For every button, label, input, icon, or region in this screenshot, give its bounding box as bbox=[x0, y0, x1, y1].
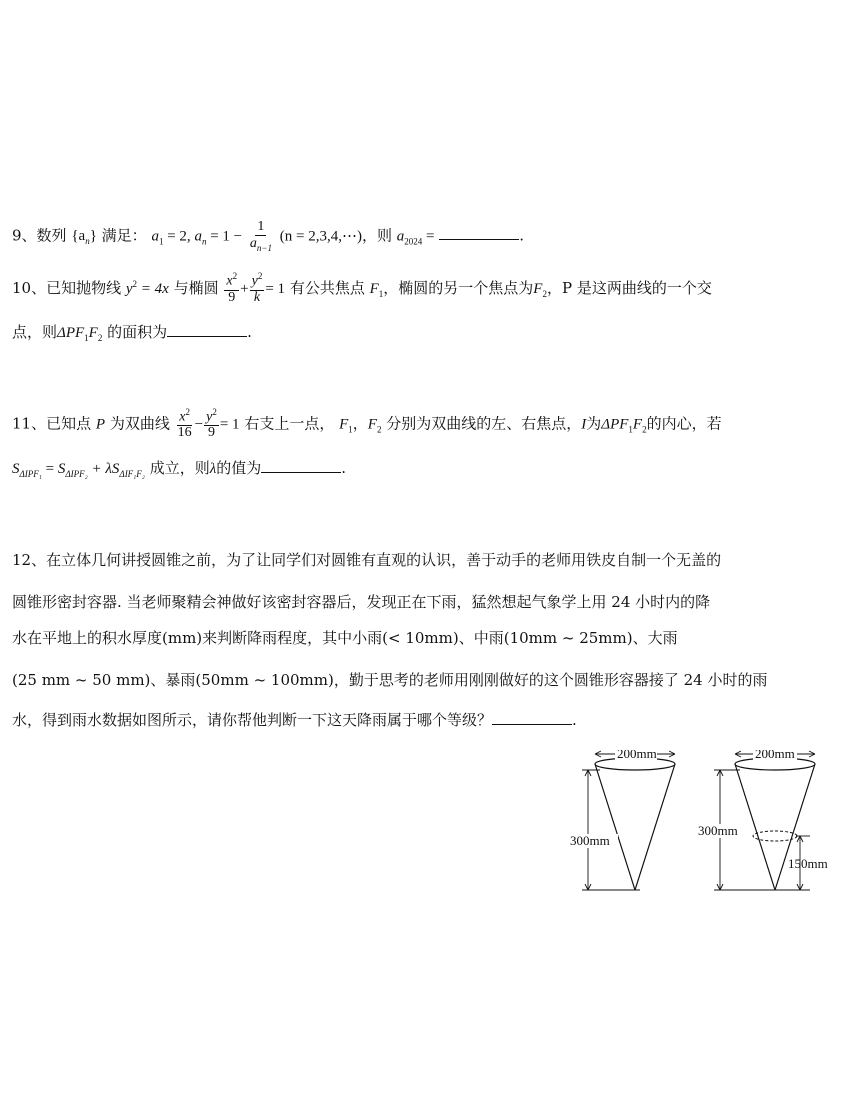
q10-line2-a: 点，则 bbox=[12, 323, 58, 341]
q9-seq-sub: n bbox=[85, 236, 90, 247]
q10-F1-sub: 1 bbox=[378, 289, 384, 299]
q10-plus: + bbox=[240, 281, 249, 297]
q10-area-text: 的面积为 bbox=[107, 323, 168, 341]
q9-end: . bbox=[519, 226, 525, 245]
question-12-line1: 12、在立体几何讲授圆锥之前，为了让同学们对圆锥有直观的认识，善于动手的老师用铁皮自制一个无盖的 bbox=[12, 551, 722, 569]
q10-parabola-rhs: = 4x bbox=[137, 281, 169, 297]
q10-F1: F bbox=[369, 281, 379, 297]
q11-hold: 成立，则 bbox=[149, 459, 210, 477]
q10-tri-sub1: 1 bbox=[84, 333, 89, 343]
q9-seq: {a bbox=[71, 228, 86, 245]
q10-p-text: ，P 是这两曲线的一个交 bbox=[546, 279, 712, 297]
q11-comma: ， bbox=[352, 414, 368, 433]
q11-eq: = bbox=[41, 461, 58, 477]
question-11 bbox=[12, 408, 846, 442]
q11-P: P bbox=[95, 416, 106, 433]
q11-F1-sub: 1 bbox=[348, 424, 353, 435]
cone2-water-label: 150mm bbox=[788, 856, 828, 871]
q9-answer-blank[interactable] bbox=[439, 225, 519, 240]
q11-lambda: λ bbox=[209, 461, 217, 477]
q9-target-eq: = bbox=[422, 228, 435, 245]
question-12-line5 bbox=[12, 708, 846, 732]
q10-label: 10、已知抛物线 bbox=[12, 279, 122, 297]
q10-answer-blank[interactable] bbox=[167, 322, 247, 337]
question-10-line2 bbox=[12, 320, 846, 350]
q11-F2: F bbox=[367, 416, 377, 433]
q11-triangle: ΔPF bbox=[601, 416, 629, 433]
q10-fx-den: 9 bbox=[228, 289, 236, 305]
q10-fy-num: y bbox=[251, 274, 258, 290]
q12-end: . bbox=[572, 711, 577, 729]
cone2-water-surface bbox=[753, 831, 797, 841]
q11-fy-den: 9 bbox=[207, 425, 215, 441]
q9-frac-den: a bbox=[249, 235, 257, 251]
q11-foci-text: 分别为双曲线的左、右焦点， bbox=[386, 414, 582, 433]
question-12-line2: 圆锥形密封容器. 当老师聚精会神做好该密封容器后，发现正在下雨，猛然想起气象学上用 24 小时内的降 bbox=[12, 593, 711, 611]
q10-tri-sub2: 2 bbox=[97, 333, 103, 343]
q11-value-text: 的值为 bbox=[216, 459, 262, 477]
q11-label: 11、已知点 bbox=[12, 414, 92, 433]
q10-common-focus: 有公共焦点 bbox=[289, 279, 365, 297]
q9-satisfy: 满足： bbox=[101, 226, 147, 245]
q10-eq1: = 1 bbox=[265, 281, 286, 297]
q11-S2-sub: ΔIPF₂ bbox=[65, 469, 88, 479]
q9-frac-num: 1 bbox=[257, 219, 265, 234]
question-11-line2 bbox=[12, 456, 846, 486]
q9-target: a bbox=[396, 228, 405, 245]
q9-target-sub: 2024 bbox=[404, 236, 423, 247]
cone1-top-label: 200mm bbox=[617, 750, 657, 761]
q10-other-focus: ，椭圆的另一个焦点为 bbox=[383, 279, 534, 297]
q10-y: y bbox=[125, 281, 133, 297]
q9-fraction bbox=[248, 220, 274, 253]
q10-tri-F: F bbox=[88, 325, 98, 341]
q11-plus-lambda: + λS bbox=[87, 461, 120, 477]
q9-a1: a bbox=[151, 228, 159, 245]
question-12-line4: (25 mm ~ 50 mm)、暴雨(50mm ~ 100mm)，勤于思考的老师用刚刚做好的这个圆锥形容器接了 24 小时的雨 bbox=[12, 671, 768, 689]
question-12-line3: 水在平地上的积水厚度(mm)来判断降雨程度，其中小雨(< 10mm)、中雨(10mm ~ 25mm)、大雨 bbox=[12, 629, 678, 647]
q9-a1-val: = 2, bbox=[163, 228, 191, 245]
q11-end: . bbox=[341, 459, 347, 477]
q9-eq1: = 1 − bbox=[206, 228, 243, 245]
q11-right-branch: 右支上一点， bbox=[244, 414, 335, 433]
cone1-right-edge bbox=[635, 764, 675, 890]
q10-end: . bbox=[247, 323, 252, 341]
q11-answer-blank[interactable] bbox=[261, 458, 341, 473]
q9-an-sub: n bbox=[201, 236, 207, 247]
q12-line5-text: 水，得到雨水数据如图所示，请你帮他判断一下这天降雨属于哪个等级？ bbox=[12, 711, 493, 729]
q11-tri-F: F bbox=[632, 416, 643, 433]
q9-seq-close: } bbox=[89, 228, 97, 245]
q11-fy-num: y bbox=[206, 409, 213, 425]
q11-frac-y: $\frac{y^2}{9}$ bbox=[206, 407, 217, 441]
q11-F1: F bbox=[339, 416, 349, 433]
q10-fx-num: x bbox=[226, 274, 233, 290]
cone1-height-label: 300mm bbox=[570, 833, 610, 848]
q9-condition: (n = 2,3,4,⋯)，则 bbox=[279, 228, 392, 245]
q11-is: 为 bbox=[586, 414, 602, 433]
cones-figure bbox=[560, 750, 840, 900]
cone-2 bbox=[696, 750, 828, 890]
q11-frac-x: $\frac{x^2}{16}$ bbox=[177, 407, 192, 441]
q11-S3-sub: ΔIF₁F₂ bbox=[119, 469, 145, 479]
q11-tri-sub2: 2 bbox=[642, 424, 647, 435]
q11-F2-sub: 2 bbox=[376, 424, 382, 435]
q9-label: 9、数列 bbox=[12, 226, 67, 245]
q11-minus: − bbox=[194, 416, 204, 433]
q11-eq1: = 1 bbox=[219, 416, 240, 433]
cones-svg bbox=[560, 750, 840, 900]
q9-a1-sub: 1 bbox=[158, 236, 164, 247]
q11-fx-num: x bbox=[179, 409, 186, 425]
question-9 bbox=[12, 220, 846, 253]
q11-on-hyper: 为双曲线 bbox=[109, 414, 170, 433]
q9-frac-den-sub: n−1 bbox=[256, 242, 272, 253]
cone1-left-edge bbox=[595, 764, 635, 890]
q10-triangle: ΔPF bbox=[57, 325, 85, 341]
q10-with-ellipse: 与椭圆 bbox=[173, 279, 219, 297]
q11-fx-den: 16 bbox=[177, 425, 192, 441]
q10-frac-x: $\frac{x^2}{9}$ bbox=[226, 271, 238, 305]
q10-fy-den: k bbox=[253, 289, 261, 305]
q11-S1-sub: ΔIPF₁ bbox=[19, 469, 42, 479]
q10-F2: F bbox=[533, 281, 543, 297]
q11-I: I bbox=[581, 416, 587, 433]
q11-tri-sub1: 1 bbox=[628, 424, 633, 435]
cone-1 bbox=[568, 750, 675, 890]
q12-answer-blank[interactable] bbox=[492, 710, 572, 725]
cone2-height-label: 300mm bbox=[698, 823, 738, 838]
q10-F2-sub: 2 bbox=[542, 289, 547, 299]
q11-incenter-text: 的内心，若 bbox=[646, 414, 722, 433]
q11-S2: S bbox=[57, 461, 66, 477]
cone2-top-label: 200mm bbox=[755, 750, 795, 761]
q9-an: a bbox=[190, 228, 202, 245]
q10-frac-y: $\frac{y^2}{k}$ bbox=[251, 271, 263, 305]
cone2-right-edge bbox=[775, 764, 815, 890]
question-10: 10、已知抛物线 $y^2 = 4x$ 与椭圆 $\frac{x^2}{9}$ + $\frac{y^2}{k}$ = 1 有公共焦点 $F_1$，椭圆的另一个焦点为$F_2$，P 是这两曲线的一个交 bbox=[12, 271, 712, 305]
q11-S1: S bbox=[12, 461, 20, 477]
